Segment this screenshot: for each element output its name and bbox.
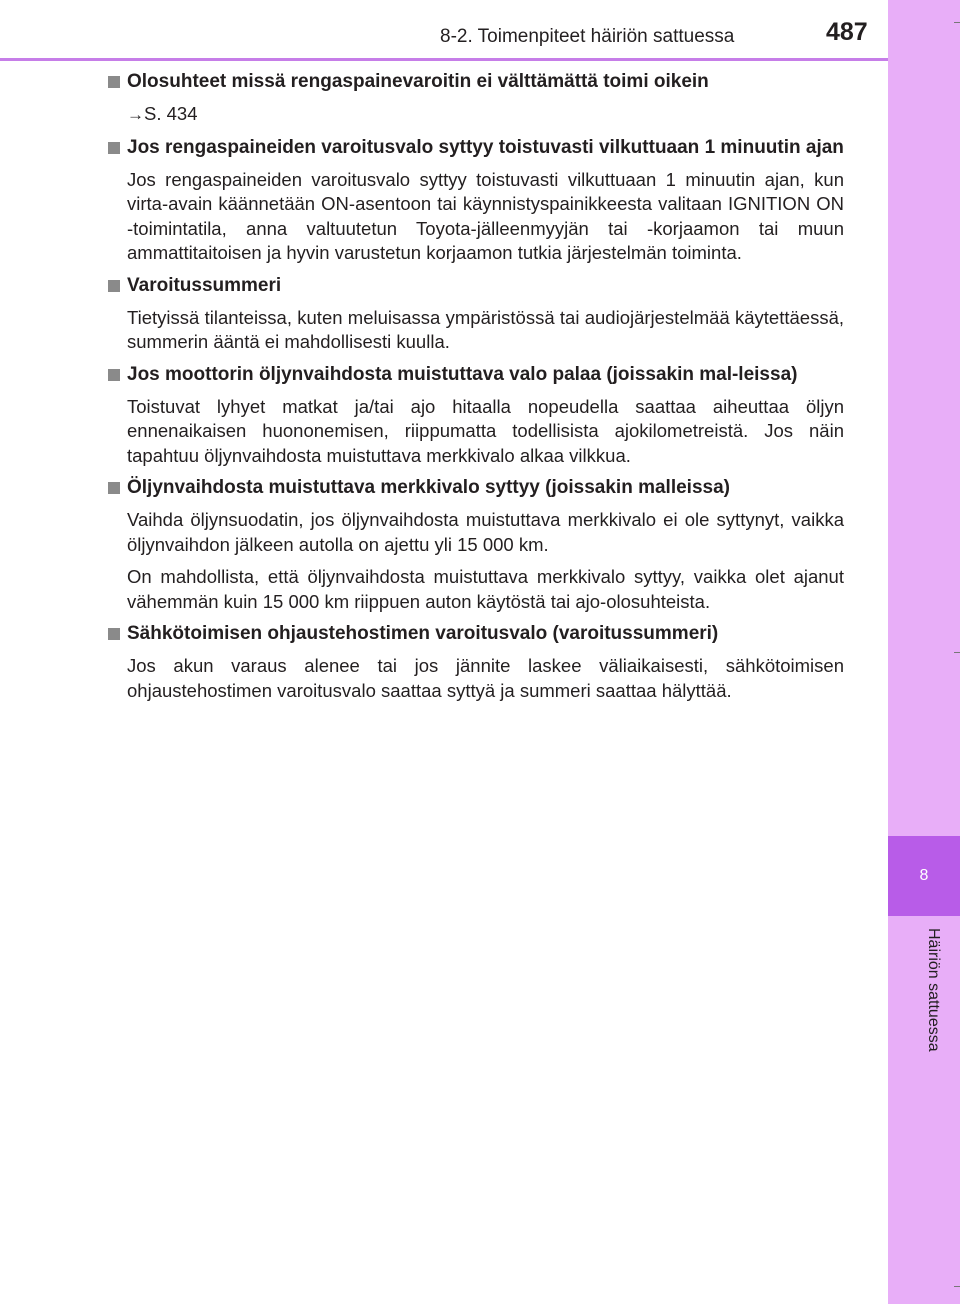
section-title-text: Sähkötoimisen ohjaustehostimen varoitusvalo (varoitussummeri) — [127, 623, 719, 644]
paragraph: Vaihda öljynsuodatin, jos öljynvaihdosta muistuttava merkkivalo ei ole syttynyt, vaikka öljynvaihdon jälkeen autolla on ajettu yli 15 000 km. — [127, 509, 844, 555]
section-title-text: Jos moottorin öljynvaihdosta muistuttava valo palaa (joissakin mal-leissa) — [127, 363, 798, 385]
chapter-box — [888, 836, 960, 916]
section-oil-maintenance-light-on — [106, 363, 844, 469]
section-tpms-warning-blinking — [106, 136, 844, 266]
section-title — [106, 70, 844, 94]
section-title — [106, 136, 844, 160]
paragraph: Toistuvat lyhyet matkat ja/tai ajo hitaalla nopeudella saattaa aiheuttaa öljyn ennenaikaisen huononemisen, riippumatta todellisista ajokilometreistä. Jos näin tapahtuu öljynvaihdosta muistuttava merkkivalo alkaa vilkkua. — [127, 395, 844, 466]
section-title — [106, 274, 844, 298]
square-bullet-icon — [108, 369, 120, 381]
square-bullet-icon — [108, 142, 120, 154]
page-reference[interactable] — [106, 102, 844, 128]
page-number: 487 — [826, 18, 868, 46]
trim-mark — [954, 22, 960, 23]
paragraph: Jos rengaspaineiden varoitusvalo syttyy toistuvasti vilkuttuaan 1 minuutin ajan, kun virta-avain käännetään ON-asentoon tai käynnistyspainikkeesta valitaan IGNITION ON -toimintatila, anna valtuutetun Toyota-jälleenmyyjän tai -korjaamon tai muun ammattitaitoisen ja hyvin varustetun korjaamon tutkia järjestelmän toiminta. — [127, 168, 844, 263]
trim-mark — [954, 652, 960, 653]
section-title-text: Varoitussummeri — [127, 274, 282, 296]
running-header-title: 8-2. Toimenpiteet häiriön sattuessa — [440, 26, 735, 47]
header-rule — [0, 58, 888, 61]
square-bullet-icon — [108, 628, 120, 640]
square-bullet-icon — [108, 280, 120, 292]
section-title — [106, 622, 844, 646]
square-bullet-icon — [108, 482, 120, 494]
arrow-right-icon: → — [127, 105, 144, 124]
section-oil-maintenance-indicator — [106, 476, 844, 614]
paragraph: Tietyissä tilanteissa, kuten meluisassa ympäristössä tai audiojärjestelmää käytettäessä, summerin ääntä ei mahdollisesti kuulla. — [127, 306, 844, 352]
chapter-number: 8 — [919, 867, 929, 884]
section-eps-warning — [106, 622, 844, 703]
section-title-text: Olosuhteet missä rengaspainevaroitin ei välttämättä toimi oikein — [127, 71, 709, 92]
trim-mark — [954, 1286, 960, 1287]
section-title-text: Jos rengaspaineiden varoitusvalo syttyy toistuvasti vilkuttuaan 1 minuutin ajan — [127, 136, 844, 158]
page-reference-text: S. 434 — [144, 103, 198, 124]
section-warning-buzzer — [106, 274, 844, 355]
side-tab — [888, 0, 960, 1304]
square-bullet-icon — [108, 76, 120, 88]
section-title — [106, 363, 844, 387]
section-title-text: Öljynvaihdosta muistuttava merkkivalo syttyy (joissakin malleissa) — [127, 477, 730, 498]
section-tpms-conditions — [106, 70, 844, 128]
paragraph: Jos akun varaus alenee tai jos jännite laskee väliaikaisesti, sähkötoimisen ohjaustehostimen varoitusvalo saattaa syttyä ja summeri saattaa hälyttää. — [127, 655, 844, 701]
paragraph: On mahdollista, että öljynvaihdosta muistuttava merkkivalo syttyy, vaikka olet ajanut vähemmän kuin 15 000 km riippuen auton käytöstä tai ajo-olosuhteista. — [127, 566, 844, 612]
page-content — [106, 70, 844, 711]
section-title — [106, 476, 844, 500]
chapter-label: Häiriön sattuessa — [925, 928, 942, 1052]
